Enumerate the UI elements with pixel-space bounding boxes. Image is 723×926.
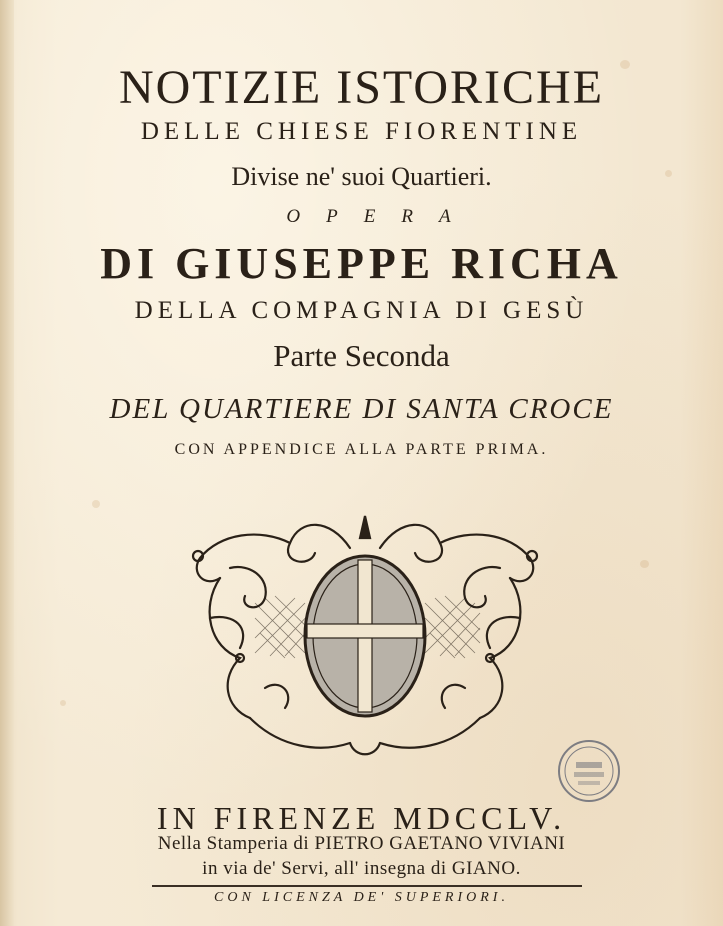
coat-of-arms-cross-icon bbox=[180, 508, 550, 768]
imprint-address: in via de' Servi, all' insegna di GIANO. bbox=[202, 858, 521, 879]
library-stamp-icon bbox=[556, 738, 622, 804]
subtitle-divided: Divise ne' suoi Quartieri. bbox=[231, 162, 492, 191]
volume-subject: DEL QUARTIERE DI SANTA CROCE bbox=[109, 393, 614, 425]
opera-label: OPERA bbox=[286, 206, 477, 227]
volume-part: Parte Seconda bbox=[273, 338, 450, 373]
foxing-spot bbox=[60, 700, 66, 706]
license-note: CON LICENZA DE' SUPERIORI. bbox=[214, 890, 509, 905]
foxing-spot bbox=[92, 500, 100, 508]
appendix-note: CON APPENDICE ALLA PARTE PRIMA. bbox=[174, 441, 549, 458]
imprint-printer: Nella Stamperia di PIETRO GAETANO VIVIANI bbox=[157, 833, 566, 854]
author-order: DELLA COMPAGNIA DI GESÙ bbox=[134, 297, 589, 324]
divider-rule bbox=[152, 885, 582, 887]
imprint-place-date: IN FIRENZE MDCCLV. bbox=[156, 800, 567, 836]
author-name: DI GIUSEPPE RICHA bbox=[100, 239, 623, 288]
foxing-spot bbox=[640, 560, 649, 568]
main-title: NOTIZIE ISTORICHE bbox=[118, 61, 605, 114]
subtitle-churches: DELLE CHIESE FIORENTINE bbox=[140, 118, 583, 145]
